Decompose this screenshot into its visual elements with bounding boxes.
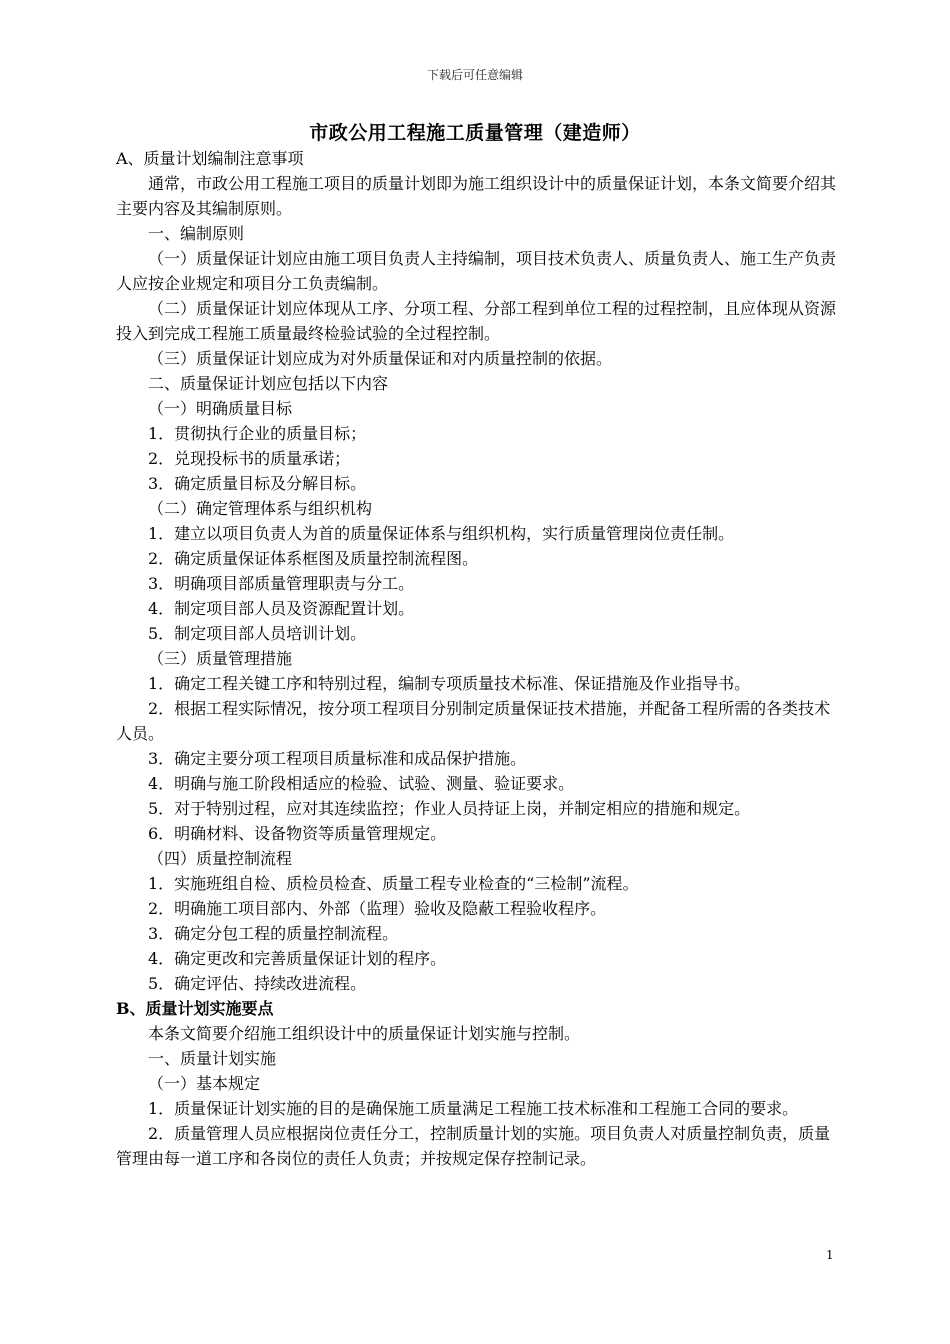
paragraph: 4．明确与施工阶段相适应的检验、试验、测量、验证要求。	[148, 774, 575, 793]
paragraph: B、质量计划实施要点	[116, 999, 274, 1018]
paragraph: （一）明确质量目标	[148, 399, 293, 418]
paragraph: 2．质量管理人员应根据岗位责任分工，控制质量计划的实施。项目负责人对质量控制负责，质量管理由每一道工序和各岗位的责任人负责；并按规定保存控制记录。	[116, 1124, 831, 1168]
paragraph: 二、质量保证计划应包括以下内容	[148, 374, 389, 393]
paragraph: 2．根据工程实际情况，按分项工程项目分别制定质量保证技术措施，并配备工程所需的各类技术人员。	[116, 699, 831, 743]
paragraph: 1．建立以项目负责人为首的质量保证体系与组织机构，实行质量管理岗位责任制。	[148, 524, 735, 543]
paragraph: 6．明确材料、设备物资等质量管理规定。	[148, 824, 447, 843]
paragraph: 3．确定质量目标及分解目标。	[148, 474, 367, 493]
page-number: 1	[826, 1248, 834, 1262]
paragraph: 一、质量计划实施	[148, 1049, 277, 1068]
paragraph: 本条文简要介绍施工组织设计中的质量保证计划实施与控制。	[148, 1024, 581, 1043]
paragraph: 4．制定项目部人员及资源配置计划。	[148, 599, 415, 618]
paragraph: 1．实施班组自检、质检员检查、质量工程专业检查的“三检制”流程。	[148, 874, 639, 893]
paragraph: 2．兑现投标书的质量承诺；	[148, 449, 351, 468]
paragraph: 3．明确项目部质量管理职责与分工。	[148, 574, 415, 593]
paragraph: （一）质量保证计划应由施工项目负责人主持编制，项目技术负责人、质量负责人、施工生产负责人应按企业规定和项目分工负责编制。	[116, 249, 837, 293]
paragraph: （二）确定管理体系与组织机构	[148, 499, 373, 518]
paragraph: （四）质量控制流程	[148, 849, 293, 868]
document-title: 市政公用工程施工质量管理（建造师）	[309, 122, 641, 144]
paragraph: 5．制定项目部人员培训计划。	[148, 624, 367, 643]
paragraph: 3．确定主要分项工程项目质量标准和成品保护措施。	[148, 749, 527, 768]
document-body	[116, 146, 838, 1171]
paragraph: （三）质量管理措施	[148, 649, 293, 668]
paragraph: 1．确定工程关键工序和特别过程，编制专项质量技术标准、保证措施及作业指导书。	[148, 674, 751, 693]
paragraph: （一）基本规定	[148, 1074, 261, 1093]
paragraph: 1．质量保证计划实施的目的是确保施工质量满足工程施工技术标准和工程施工合同的要求。	[148, 1099, 799, 1118]
paragraph: 5．对于特别过程，应对其连续监控；作业人员持证上岗，并制定相应的措施和规定。	[148, 799, 751, 818]
paragraph: （二）质量保证计划应体现从工序、分项工程、分部工程到单位工程的过程控制，且应体现从资源投入到完成工程施工质量最终检验试验的全过程控制。	[116, 299, 837, 343]
paragraph: 一、编制原则	[148, 224, 245, 243]
paragraph: 2．明确施工项目部内、外部（监理）验收及隐蔽工程验收程序。	[148, 899, 607, 918]
paragraph: （三）质量保证计划应成为对外质量保证和对内质量控制的依据。	[148, 349, 613, 368]
paragraph: 1．贯彻执行企业的质量目标；	[148, 424, 367, 443]
paragraph: 通常，市政公用工程施工项目的质量计划即为施工组织设计中的质量保证计划，本条文简要介绍其主要内容及其编制原则。	[116, 174, 837, 218]
paragraph: 3．确定分包工程的质量控制流程。	[148, 924, 399, 943]
paragraph: 2．确定质量保证体系框图及质量控制流程图。	[148, 549, 479, 568]
paragraph: 5．确定评估、持续改进流程。	[148, 974, 367, 993]
page-header: 下载后可任意编辑	[426, 68, 523, 82]
paragraph: A、质量计划编制注意事项	[116, 149, 304, 168]
paragraph: 4．确定更改和完善质量保证计划的程序。	[148, 949, 447, 968]
